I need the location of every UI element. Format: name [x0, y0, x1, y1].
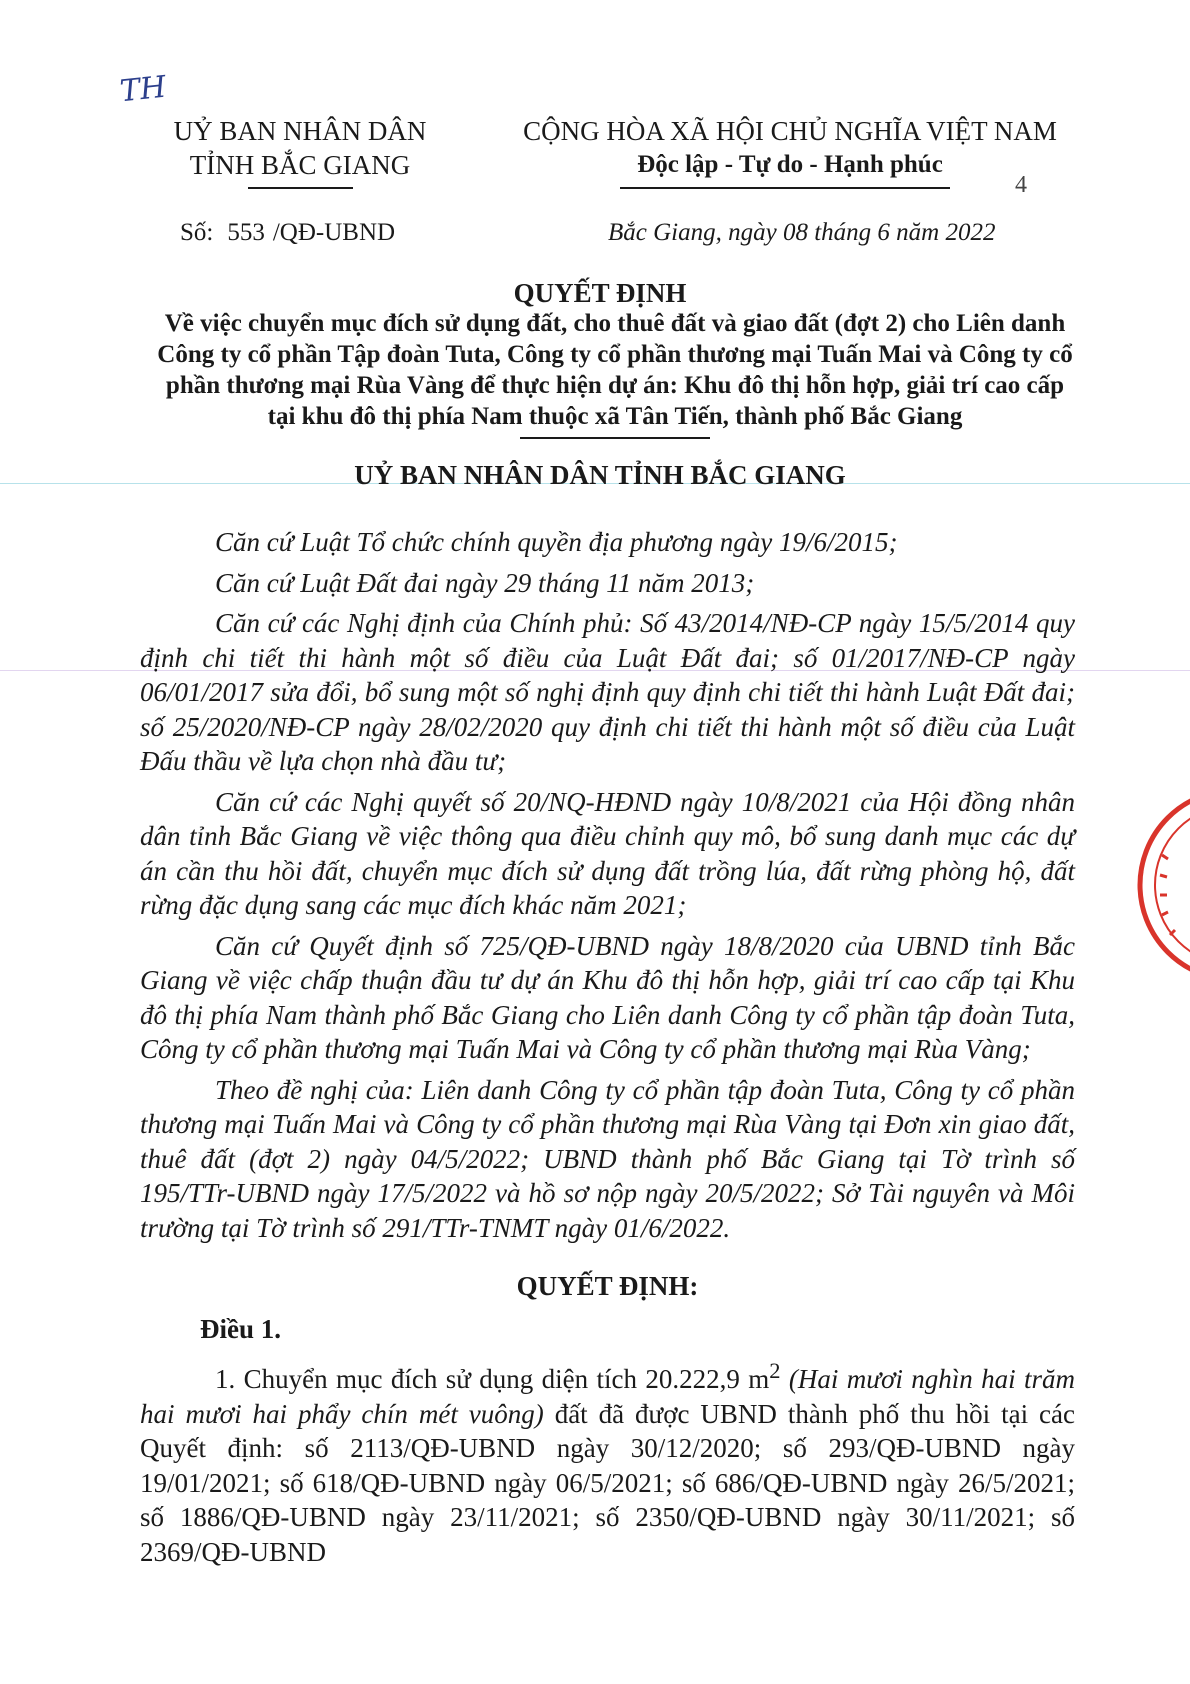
divider [248, 187, 353, 189]
clause-text: đất đã được UBND thành phố thu hồi tại các Quyết định: số 2113/QĐ-UBND ngày 30/12/2020; số 293/QĐ-UBND ngày 19/01/2021; số 618/QĐ-UBND ngày 06/5/2021; số 686/QĐ-UBND ngày 26/5/2021; số 1886/QĐ-UBND ngày 23/11/2021; số 2350/QĐ-UBND ngày 30/11/2021; số 2369/QĐ-UBND [140, 1398, 1075, 1567]
org-line-1: UỶ BAN NHÂN DÂN [173, 116, 427, 146]
superscript: 2 [769, 1358, 781, 1383]
seal-lettering-marks [1160, 855, 1175, 935]
issuing-authority-block [150, 114, 450, 182]
article-1-clause-1 [140, 1354, 1075, 1569]
national-motto: Độc lập - Tự do - Hạnh phúc [637, 151, 943, 178]
document-number [180, 219, 395, 247]
clause-italic-text: (Hai mươi nghìn hai trăm hai mươi hai phẩy chín mét vuông) [140, 1364, 1076, 1429]
document-title: QUYẾT ĐỊNH [513, 278, 687, 308]
issue-date: Bắc Giang, ngày 08 tháng 6 năm 2022 [608, 219, 996, 246]
divider [620, 187, 950, 189]
legal-basis-1: Căn cứ Luật Tổ chức chính quyền địa phương ngày 19/6/2015; [215, 527, 898, 557]
seal-graphic [1130, 785, 1190, 985]
org-line-2: TỈNH BẮC GIANG [189, 150, 411, 180]
doc-number-suffix: /QĐ-UBND [272, 219, 396, 246]
nation-title: CỘNG HÒA XÃ HỘI CHỦ NGHĨA VIỆT NAM [523, 116, 1057, 146]
article-1-heading: Điều 1. [200, 1313, 281, 1344]
legal-basis-3: Căn cứ các Nghị định của Chính phủ: Số 43/2014/NĐ-CP ngày 15/5/2014 quy định chi tiết thi hành một số điều của Luật Đất đai; số 01/2017/NĐ-CP ngày 06/01/2017 sửa đổi, bổ sung một số nghị định quy định chi tiết thi hành Luật Đất đai; số 25/2020/NĐ-CP ngày 28/02/2020 quy định chi tiết thi hành một số điều của Luật Đấu thầu về lựa chọn nhà đầu tư; [140, 608, 1075, 776]
page-mark: 4 [1015, 172, 1027, 198]
official-seal-stamp [1130, 785, 1190, 985]
document-subject: Về việc chuyển mục đích sử dụng đất, cho thuê đất và giao đất (đợt 2) cho Liên danh Công ty cổ phần Tập đoàn Tuta, Công ty cổ phần thương mại Tuấn Mai và Công ty cổ phần thương mại Rùa Vàng để thực hiện dự án: Khu đô thị hỗn hợp, giải trí cao cấp tại khu đô thị phía Nam thuộc xã Tân Tiến, thành phố Bắc Giang [157, 310, 1073, 430]
national-header-block [480, 114, 1100, 182]
legal-basis-2: Căn cứ Luật Đất đai ngày 29 tháng 11 năm 2013; [215, 567, 755, 598]
document-body [140, 525, 1075, 1575]
clause-text: 1. Chuyển mục đích sử dụng diện tích 20.222,9 m [215, 1364, 770, 1394]
doc-number-label: Số: [180, 219, 214, 246]
handwritten-note: TH [118, 69, 168, 110]
legal-basis-4: Căn cứ các Nghị quyết số 20/NQ-HĐND ngày 10/8/2021 của Hội đồng nhân dân tỉnh Bắc Giang về việc thông qua điều chỉnh quy mô, bổ sung danh mục các dự án cần thu hồi đất, chuyển mục đích sử dụng đất trồng lúa, đất rừng phòng hộ, đất rừng đặc dụng sang các mục đích khác năm 2021; [140, 786, 1075, 920]
divider [520, 437, 710, 439]
doc-number-value: 553 [227, 219, 265, 246]
legal-basis-6: Theo đề nghị của: Liên danh Công ty cổ phần tập đoàn Tuta, Công ty cổ phần thương mại Tuấn Mai và Công ty cổ phần thương mại Rùa Vàng tại Đơn xin giao đất, thuê đất (đợt 2) ngày 04/5/2022; UBND thành phố Bắc Giang tại Tờ trình số 195/TTr-UBND ngày 17/5/2022 và hồ sơ nộp ngày 20/5/2022; Sở Tài nguyên và Môi trường tại Tờ trình số 291/TTr-TNMT ngày 01/6/2022. [140, 1074, 1075, 1243]
decision-heading: QUYẾT ĐỊNH: [516, 1271, 699, 1301]
legal-basis-5: Căn cứ Quyết định số 725/QĐ-UBND ngày 18/8/2020 của UBND tỉnh Bắc Giang về việc chấp thuận đầu tư dự án Khu đô thị hỗn hợp, giải trí cao cấp tại Khu đô thị phía Nam thành phố Bắc Giang cho Liên danh Công ty cổ phần tập đoàn Tuta, Công ty cổ phần thương mại Tuấn Mai và Công ty cổ phần thương mại Rùa Vàng; [140, 930, 1075, 1064]
seal-outer-ring [1140, 790, 1190, 980]
authority-heading: UỶ BAN NHÂN DÂN TỈNH BẮC GIANG [354, 460, 846, 490]
